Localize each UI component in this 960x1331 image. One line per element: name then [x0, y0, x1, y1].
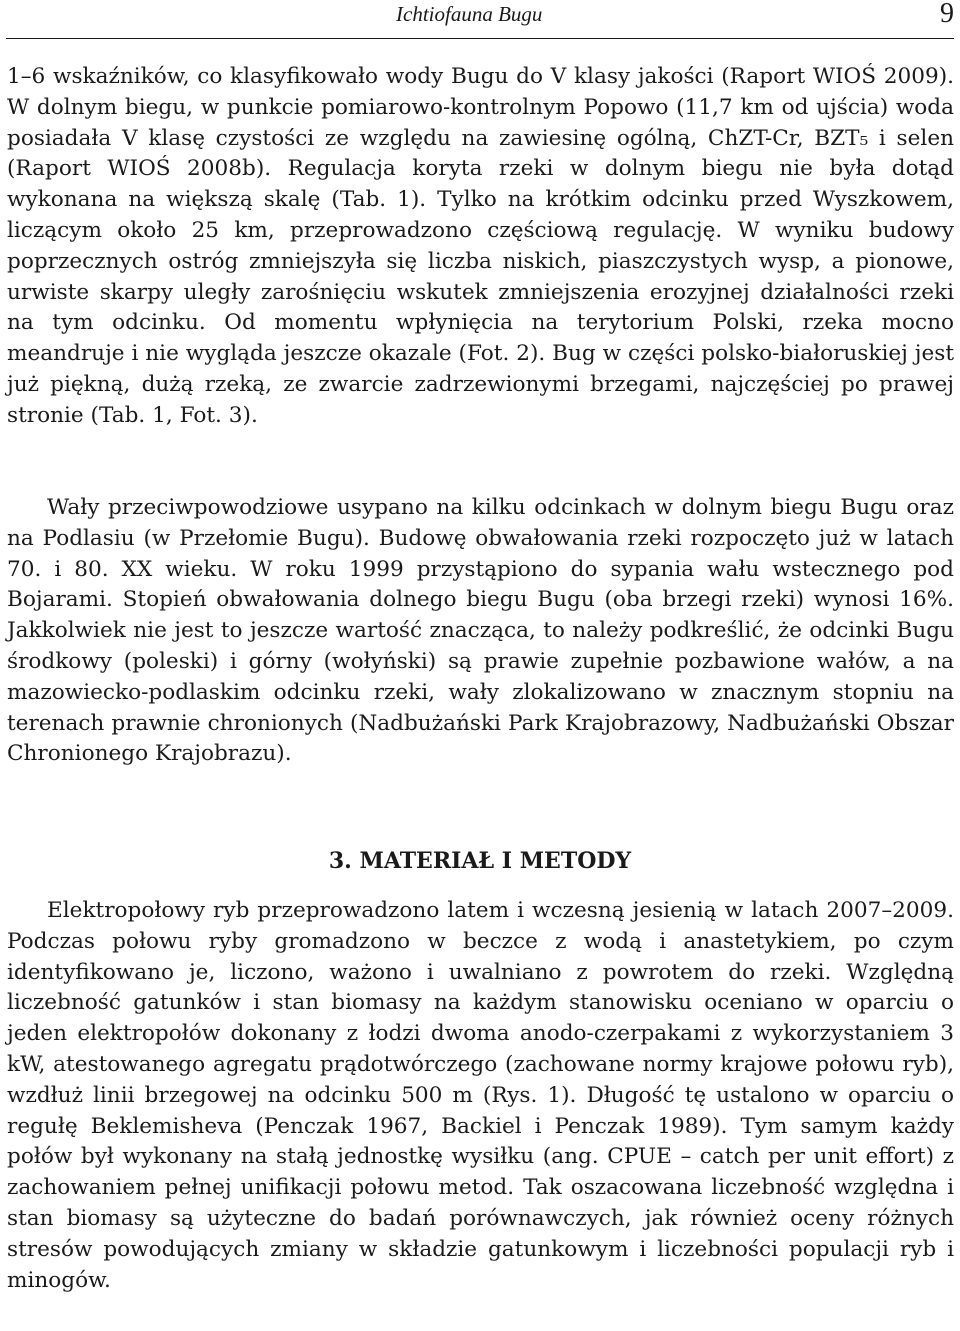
paragraph-methods	[7, 896, 954, 1296]
paragraph-flood-embankments	[7, 493, 954, 770]
header-rule	[6, 38, 954, 39]
page-header	[0, 0, 960, 44]
running-title: Ichtiofauna Bugu	[396, 2, 543, 26]
paragraph-water-quality: 1–6 wskaźników, co klasyfikowało wody Bugu do V klasy jakości (Raport WIOŚ 2009). W dolnym biegu, w punkcie pomiarowo-kontrolnym Popowo (11,7 km od ujścia) woda posiadała V klasę czystości ze względu na zawiesinę ogólną, ChZT-Cr, BZT₅ i selen (Raport WIOŚ 2008b). Regulacja koryta rzeki w dolnym biegu nie była dotąd wykonana na większą skalę (Tab. 1). Tylko na krótkim odcinku przed Wyszkowem, liczącym około 25 km, przeprowadzono częściową regulację. W wyniku budowy poprzecznych ostróg zmniejszyła się liczba niskich, piaszczystych wysp, a pionowe, urwiste skarpy uległy zarośnięciu wskutek zmniejszenia erozyjnej działalności rzeki na tym odcinku. Od momentu wpłynięcia na terytorium Polski, rzeka mocno meandruje i nie wygląda jeszcze okazale (Fot. 2). Bug w części polsko-białoruskiej jest już piękną, dużą rzeką, ze zwarcie zadrzewionymi brzegami, najczęściej po prawej stronie (Tab. 1, Fot. 3).	[7, 64, 954, 428]
paragraph-text: Elektropołowy ryb przeprowadzono latem i wczesną jesienią w latach 2007–2009. Podczas połowu ryby gromadzono w beczce z wodą i anastetykiem, po czym identyfikowano je, liczono, ważono i uwalniano z powrotem do rzeki. Względną liczebność gatunków i stan biomasy na każdym stanowisku oceniano w oparciu o jeden elektropołów dokonany z łodzi dwoma anodo-czerpakami z wykorzystaniem 3 kW, atestowanego agregatu prądotwórczego (zachowane normy krajowe połowu ryb), wzdłuż linii brzegowej na odcinku 500 m (Rys. 1). Długość tę ustalono w oparciu o regułę Beklemisheva (Penczak 1967, Backiel i Penczak 1989). Tym samym każdy połów był wykonany na stałą jednostkę wysiłku (ang. CPUE – catch per unit effort) z zachowaniem pełnej unifikacji połowu metod. Tak oszacowana liczebność względna i stan biomasy są użyteczne do badań porównawczych, jak również oceny różnych stresów powodujących zmiany w składzie gatunkowym i liczebności populacji ryb i minogów.	[7, 898, 954, 1293]
paragraph-text: Wały przeciwpowodziowe usypano na kilku odcinkach w dolnym biegu Bugu oraz na Podlasiu (w Przełomie Bugu). Budowę obwałowania rzeki rozpoczęto już w latach 70. i 80. XX wieku. W roku 1999 przystąpiono do sypania wału wstecznego pod Bojarami. Stopień obwałowania dolnego biegu Bugu (oba brzegi rzeki) wynosi 16%. Jakkolwiek nie jest to jeszcze wartość znacząca, to należy podkreślić, że odcinki Bugu środkowy (poleski) i górny (wołyński) są prawie zupełnie pozbawione wałów, a na mazowiecko-podlaskim odcinku rzeki, wały zlokalizowano w znacznym stopniu na terenach prawnie chronionych (Nadbużański Park Krajobrazowy, Nadbużański Obszar Chronionego Krajobrazu).	[7, 495, 954, 767]
page-number: 9	[940, 0, 954, 29]
section-heading: 3. MATERIAŁ I METODY	[328, 848, 632, 874]
